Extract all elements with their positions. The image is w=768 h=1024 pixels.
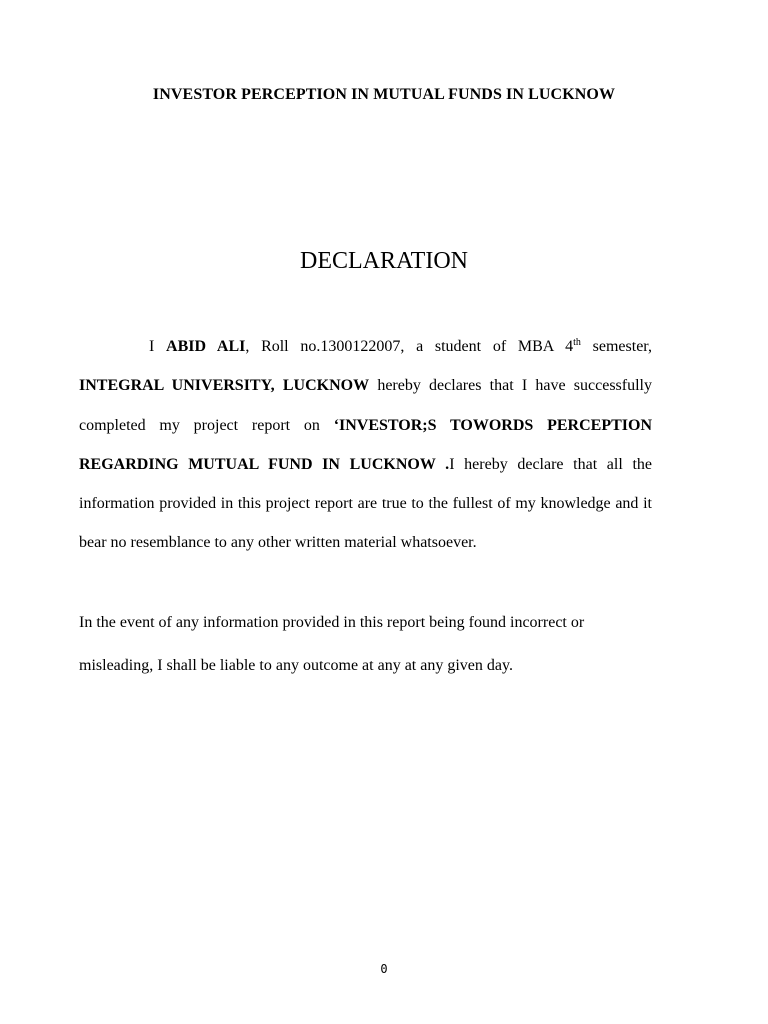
university-name: INTEGRAL UNIVERSITY, LUCKNOW bbox=[79, 377, 370, 395]
declaration-pronoun: I bbox=[149, 338, 167, 355]
roll-number-text: , Roll no.1300122007, a student of MBA 4 bbox=[245, 338, 574, 355]
declares-text: hereby declares that I have successfully completed my project report on bbox=[79, 377, 652, 434]
document-header: INVESTOR PERCEPTION IN MUTUAL FUNDS IN LUCKNOW bbox=[152, 86, 616, 103]
project-title: ‘INVESTOR;S TOWORDS PERCEPTION REGARDING MUTUAL FUND IN LUCKNOW . bbox=[79, 416, 653, 473]
event-paragraph: In the event of any information provided in this report being found incorrect or misleading, I shall be liable to any outcome at any at any given day. bbox=[79, 614, 585, 674]
declaration-paragraph bbox=[79, 327, 652, 563]
declaration-title: DECLARATION bbox=[300, 248, 468, 274]
semester-text: semester, bbox=[580, 338, 652, 355]
ordinal-suffix: th bbox=[573, 337, 581, 348]
declaration-rest-text: I hereby declare that all the information provided in this project report are true to the fullest of my knowledge and it bear no resemblance to any other written material whatsoever. bbox=[79, 455, 652, 552]
student-name: ABID ALI bbox=[166, 338, 246, 355]
page-number: 0 bbox=[380, 962, 388, 976]
